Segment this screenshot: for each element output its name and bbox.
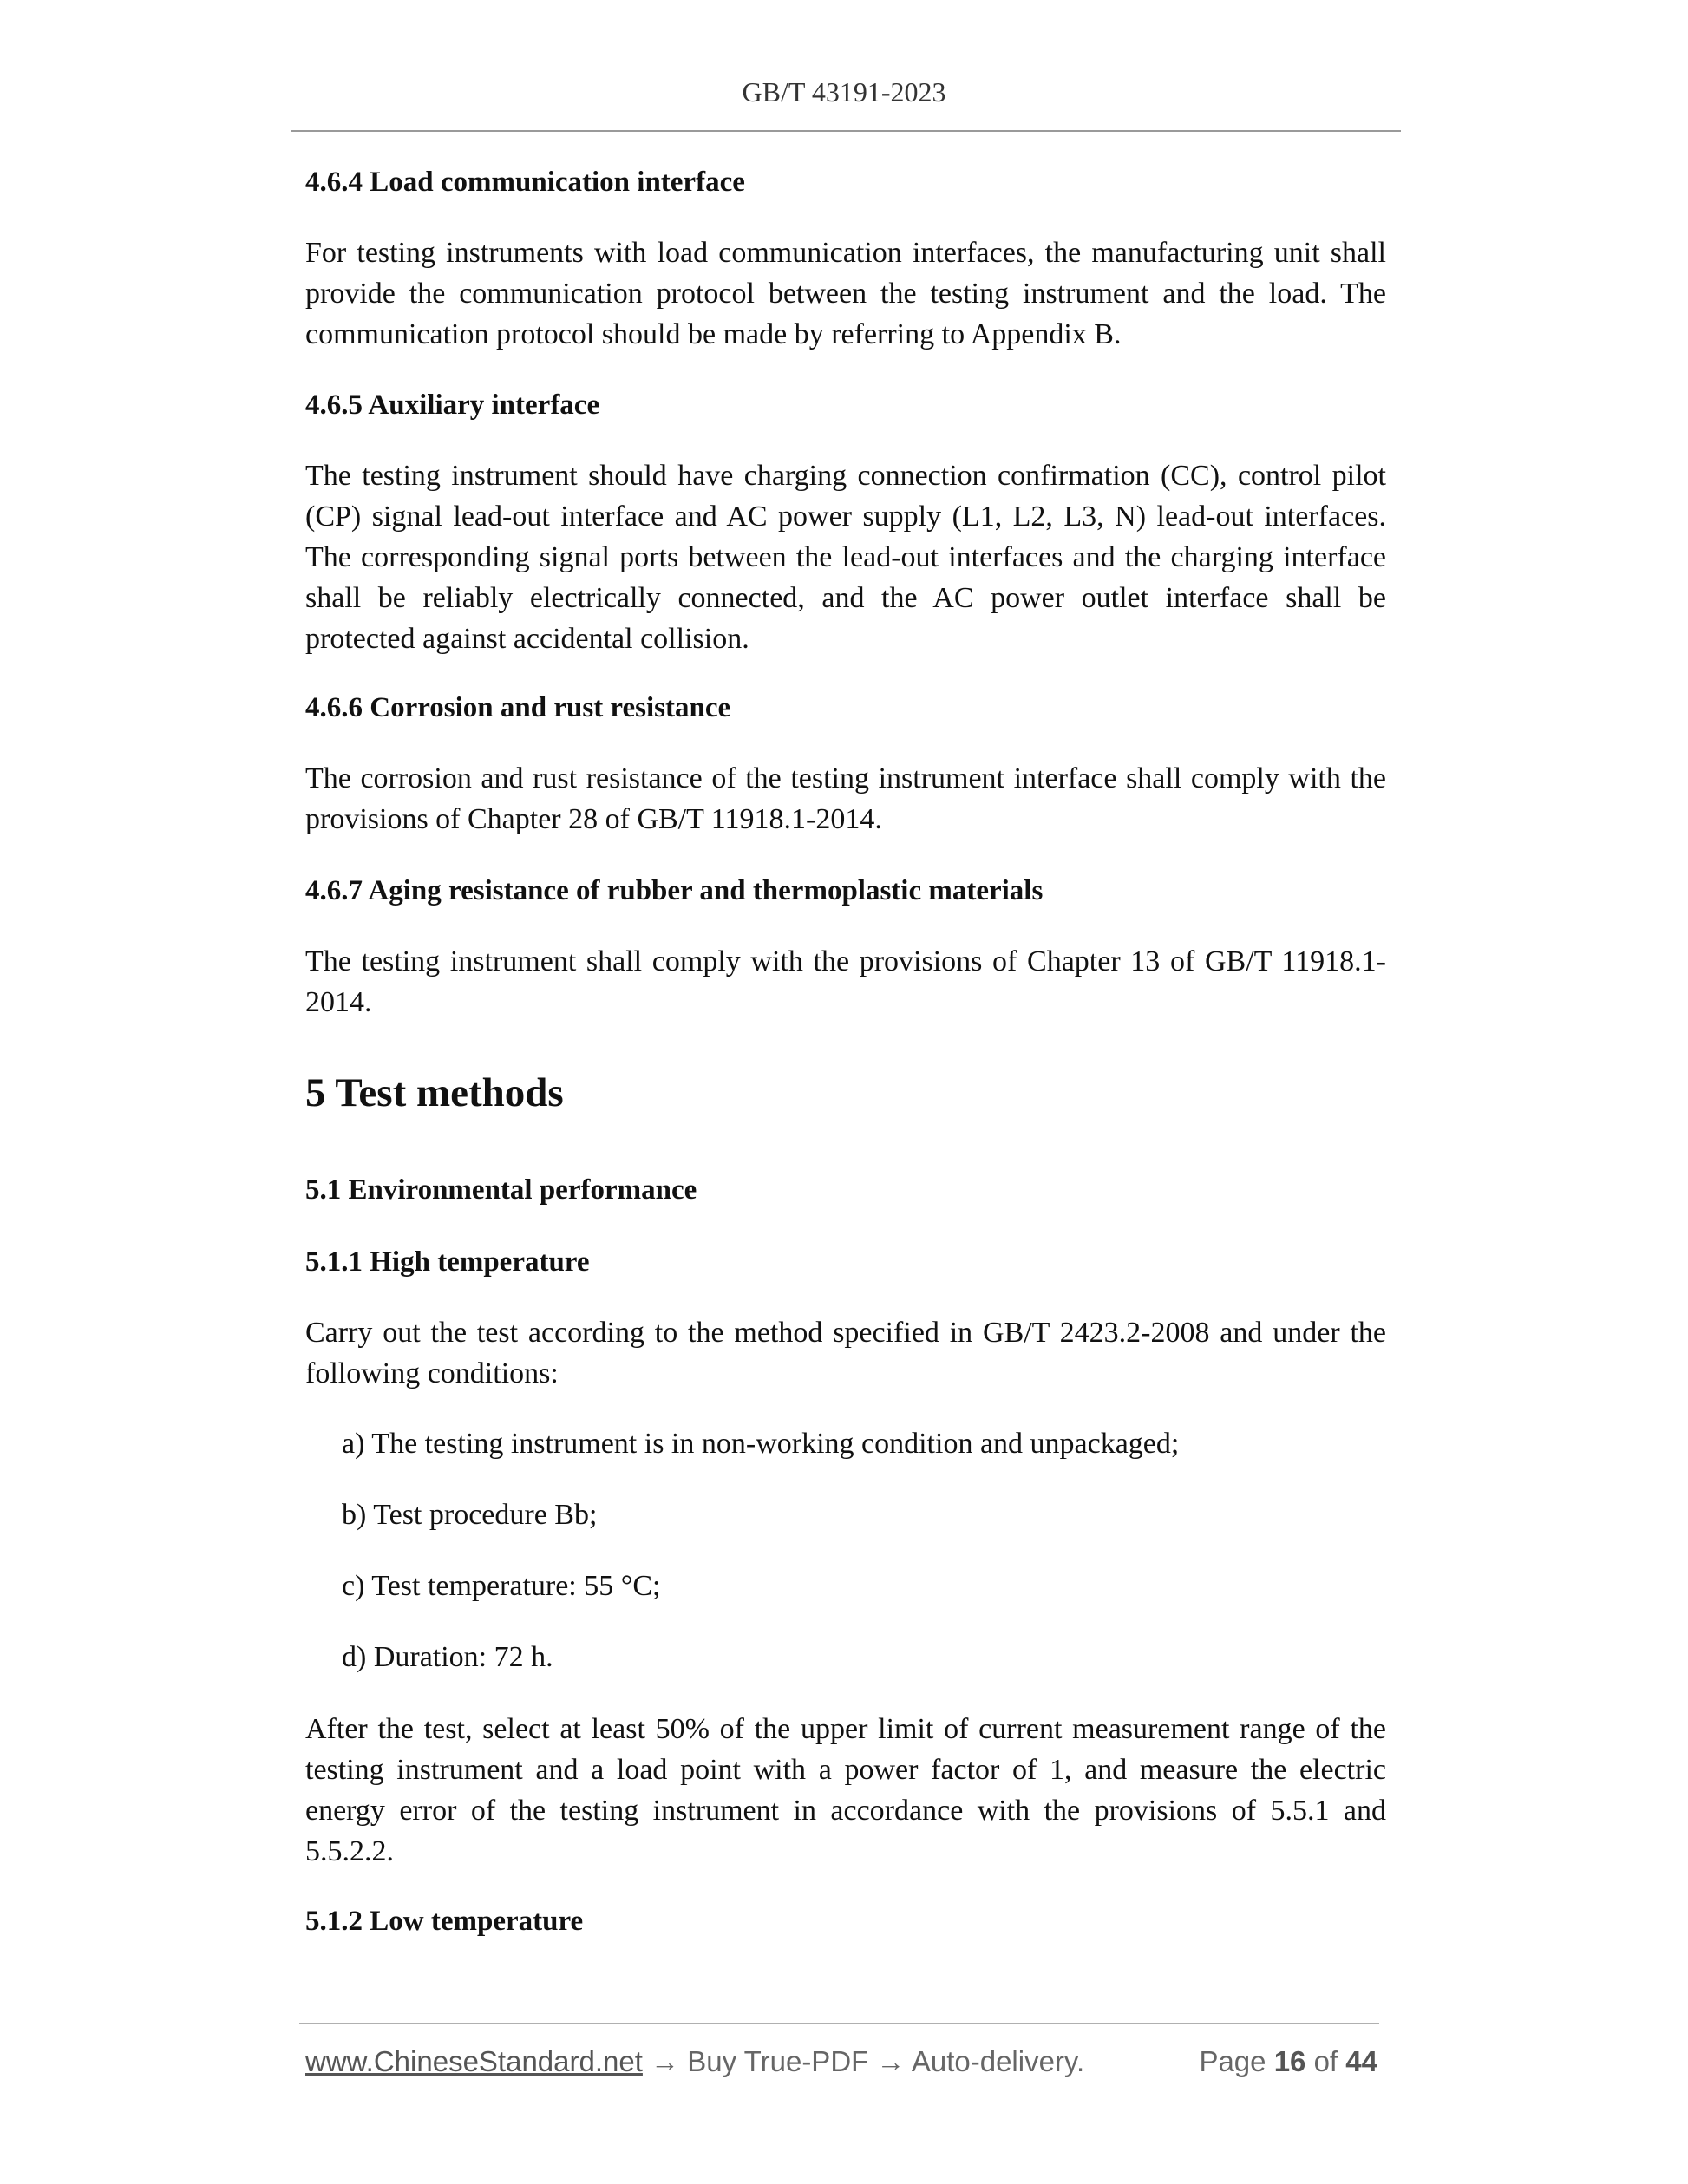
heading-5-1-1: 5.1.1 High temperature bbox=[305, 1246, 590, 1278]
page-footer bbox=[305, 2045, 1377, 2083]
page-label: Page bbox=[1199, 2045, 1266, 2077]
page-number bbox=[1199, 2045, 1377, 2078]
paragraph-5-1-1-after: After the test, select at least 50% of the upper limit of current measurement range of the testing instrument and a load point with a power factor of 1, and measure the electric energy error of the testing instrument in accordance with the provisions of 5.5.1 and 5.5.2.2. bbox=[305, 1713, 1386, 1867]
document-code: GB/T 43191-2023 bbox=[742, 76, 946, 108]
current-page: 16 bbox=[1273, 2045, 1306, 2077]
paragraph-4-6-4: For testing instruments with load communication interfaces, the manufacturing unit shall provide the communication protocol between the testing instrument and the load. The communication protocol should be made by referring to Appendix B. bbox=[305, 237, 1386, 350]
list-item: a) The testing instrument is in non-working condition and unpackaged; bbox=[342, 1428, 1180, 1460]
heading-4-6-5: 4.6.5 Auxiliary interface bbox=[305, 389, 600, 421]
list-item: c) Test temperature: 55 °C; bbox=[342, 1570, 661, 1602]
heading-5-1: 5.1 Environmental performance bbox=[305, 1174, 697, 1206]
footer-promo bbox=[305, 2045, 1084, 2078]
footer-divider bbox=[299, 2023, 1379, 2024]
heading-5-1-2: 5.1.2 Low temperature bbox=[305, 1906, 584, 1937]
paragraph-4-6-7: The testing instrument shall comply with the provisions of Chapter 13 of GB/T 11918.1-2014. bbox=[305, 945, 1386, 1018]
arrow-right-icon: → bbox=[651, 2045, 680, 2077]
total-pages: 44 bbox=[1345, 2045, 1377, 2077]
header-divider bbox=[291, 130, 1401, 132]
list-item: b) Test procedure Bb; bbox=[342, 1499, 598, 1531]
arrow-right-icon: → bbox=[876, 2045, 906, 2077]
list-item: d) Duration: 72 h. bbox=[342, 1641, 553, 1673]
website-link[interactable]: www.ChineseStandard.net bbox=[305, 2045, 643, 2077]
paragraph-5-1-1-intro: Carry out the test according to the method specified in GB/T 2423.2-2008 and under the following conditions: bbox=[305, 1317, 1386, 1390]
heading-5: 5 Test methods bbox=[305, 1070, 564, 1115]
paragraph-4-6-5: The testing instrument should have charging connection confirmation (CC), control pilot (CP) signal lead-out interface and AC power supply (L1, L2, L3, N) lead-out interfaces. The corresponding signal ports between the lead-out interfaces and the charging interface shall be reliably electrically connected, and the AC power outlet interface shall be protected against accidental collision. bbox=[305, 460, 1386, 655]
of-label: of bbox=[1313, 2045, 1338, 2077]
heading-4-6-4: 4.6.4 Load communication interface bbox=[305, 167, 745, 198]
heading-4-6-6: 4.6.6 Corrosion and rust resistance bbox=[305, 692, 731, 723]
paragraph-4-6-6: The corrosion and rust resistance of the testing instrument interface shall comply with the provisions of Chapter 28 of GB/T 11918.1-2014. bbox=[305, 762, 1386, 835]
buy-pdf-text: Buy True-PDF bbox=[687, 2045, 869, 2077]
heading-4-6-7: 4.6.7 Aging resistance of rubber and thermoplastic materials bbox=[305, 875, 1044, 906]
auto-delivery-text: Auto-delivery. bbox=[911, 2045, 1085, 2077]
